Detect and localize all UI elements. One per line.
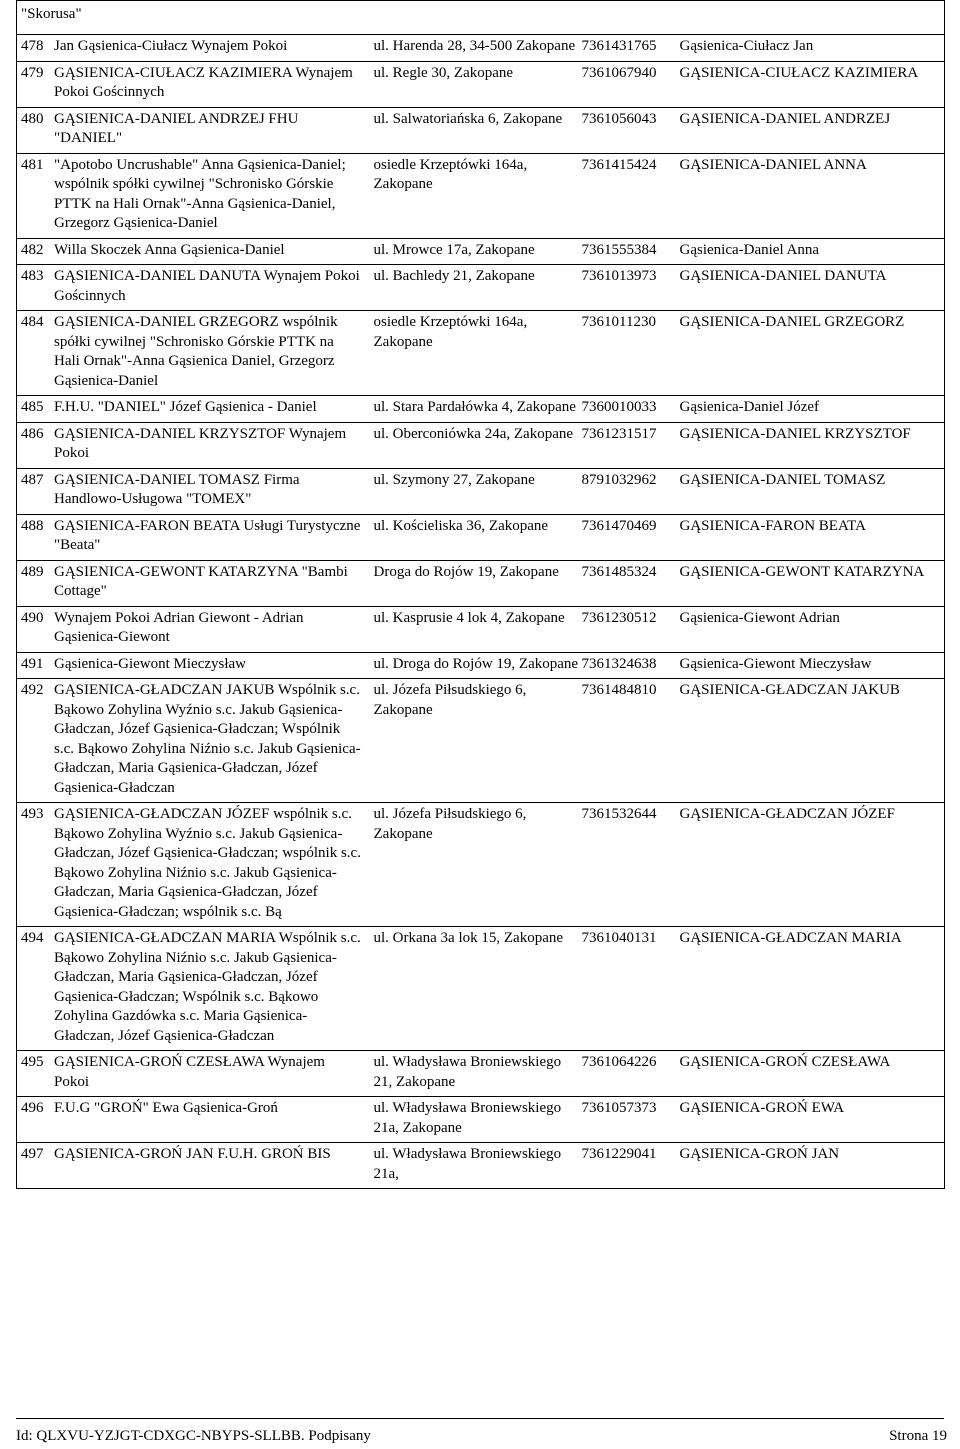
entry-owner: GĄSIENICA-DANIEL KRZYSZTOF: [679, 425, 911, 442]
table-row: [17, 1051, 945, 1097]
entry-regon: 7361485324: [581, 563, 657, 580]
continued-entry-text: "Skorusa": [17, 1, 370, 35]
entry-owner: GĄSIENICA-CIUŁACZ KAZIMIERA: [679, 64, 919, 81]
entry-number: 485: [21, 399, 44, 415]
entry-cell: [17, 153, 370, 238]
table-row: [17, 265, 945, 311]
table-row: [17, 468, 945, 514]
entry-regon: 7361013973: [581, 268, 657, 284]
entry-cell: [17, 396, 370, 423]
entry-name: GĄSIENICA-GŁADCZAN JAKUB Wspólnik s.c. Bąkowo Zohylina Wyźnio s.c. Jakub Gąsienica-Gładczan, Józef Gąsienica-Gładczan; Wspólnik s.c. Bąkowo Zohylina Niźnio s.c. Jakub Gąsienica-Gładczan, Maria Gąsienica-Gładczan, Józef Gąsienica-Gładczan: [54, 682, 361, 796]
entry-regon: 7361555384: [581, 241, 657, 258]
document-id: Id: QLXVU-YZJGT-CDXGC-NBYPS-SLLBB. Podpisany: [16, 1428, 371, 1444]
table-row: [17, 153, 945, 238]
entry-regon: 7361470469: [581, 517, 657, 534]
entry-address: ul. Władysława Broniewskiego 21, Zakopane: [373, 1054, 562, 1090]
entry-owner: Gąsienica-Ciułacz Jan: [679, 38, 814, 54]
entry-details-cell: [370, 1097, 945, 1143]
entry-address: ul. Kościeliska 36, Zakopane: [373, 517, 549, 534]
entry-owner: Gąsienica-Daniel Józef: [679, 399, 820, 415]
entry-number: 480: [21, 110, 44, 127]
entry-name: F.H.U. "DANIEL" Józef Gąsienica - Daniel: [54, 399, 317, 415]
entry-address: Droga do Rojów 19, Zakopane: [373, 563, 559, 580]
entry-number: 488: [21, 517, 44, 534]
entry-details-cell: [370, 468, 945, 514]
entry-name: GĄSIENICA-DANIEL TOMASZ Firma Handlowo-Usługowa "TOMEX": [54, 471, 300, 507]
entry-number: 482: [21, 241, 44, 258]
entry-cell: [17, 606, 370, 652]
table-row: [17, 927, 945, 1051]
entry-details-cell: [370, 238, 945, 265]
entry-details-cell: [370, 153, 945, 238]
entry-owner: Gąsienica-Daniel Anna: [679, 241, 820, 258]
entry-cell: [17, 1051, 370, 1097]
table-row: [17, 652, 945, 679]
table-row: [17, 560, 945, 606]
entry-owner: GĄSIENICA-DANIEL TOMASZ: [679, 471, 886, 488]
entry-name: Jan Gąsienica-Ciułacz Wynajem Pokoi: [54, 38, 288, 54]
entry-cell: [17, 311, 370, 396]
entry-details-cell: [370, 311, 945, 396]
table-row: [17, 514, 945, 560]
entry-owner: GĄSIENICA-DANIEL ANDRZEJ: [679, 110, 891, 127]
entry-regon: 7361532644: [581, 806, 657, 822]
footer-divider: [16, 1418, 944, 1419]
entry-number: 486: [21, 425, 44, 442]
entry-address: ul. Oberconiówka 24a, Zakopane: [373, 425, 574, 442]
entry-address: ul. Szymony 27, Zakopane: [373, 471, 535, 488]
entry-number: 493: [21, 806, 44, 822]
entry-name: GĄSIENICA-GŁADCZAN JÓZEF wspólnik s.c. Bąkowo Zohylina Wyźnio s.c. Jakub Gąsienica-Gładczan, Józef Gąsienica-Gładczan; wspólnik s.c. Bąkowo Zohylina Niźnio s.c. Jakub Gąsienica-Gładczan, Maria Gąsienica-Gładczan, Józef Gąsienica-Gładczan; wspólnik s.c. Bą: [54, 806, 361, 920]
entry-regon: 7361011230: [581, 314, 656, 330]
table-row: [17, 238, 945, 265]
entry-address: ul. Regle 30, Zakopane: [373, 64, 514, 81]
entry-regon: 7361067940: [581, 64, 657, 81]
entry-details-cell: [370, 1051, 945, 1097]
entry-number: 484: [21, 314, 44, 330]
continued-entry-empty: [370, 1, 945, 35]
entry-regon: 7361056043: [581, 110, 657, 127]
entry-cell: [17, 468, 370, 514]
entry-owner: GĄSIENICA-DANIEL ANNA: [679, 156, 867, 173]
entry-cell: [17, 679, 370, 803]
entry-number: 478: [21, 38, 44, 54]
table-row: [17, 396, 945, 423]
entry-owner: GĄSIENICA-GROŃ CZESŁAWA: [679, 1054, 891, 1070]
entry-regon: 7361064226: [581, 1054, 657, 1070]
entry-owner: GĄSIENICA-GROŃ JAN: [679, 1146, 840, 1162]
entry-address: ul. Salwatoriańska 6, Zakopane: [373, 110, 563, 127]
entry-address: osiedle Krzeptówki 164a, Zakopane: [373, 314, 528, 350]
entry-cell: [17, 652, 370, 679]
entry-owner: GĄSIENICA-GEWONT KATARZYNA: [679, 563, 925, 580]
table-row: [17, 1143, 945, 1189]
entry-details-cell: [370, 1143, 945, 1189]
entry-address: ul. Kasprusie 4 lok 4, Zakopane: [373, 609, 565, 626]
table-row: [17, 311, 945, 396]
entry-owner: Gąsienica-Giewont Mieczysław: [679, 655, 872, 672]
entry-cell: [17, 927, 370, 1051]
entry-cell: [17, 35, 370, 62]
entry-regon: 8791032962: [581, 471, 657, 488]
entry-regon: 7361231517: [581, 425, 657, 442]
entry-details-cell: [370, 396, 945, 423]
table-row: [17, 61, 945, 107]
entry-regon: 7360010033: [581, 399, 657, 415]
entry-regon: 7361230512: [581, 609, 657, 626]
entry-cell: [17, 560, 370, 606]
entry-number: 495: [21, 1054, 44, 1070]
entry-address: ul. Orkana 3a lok 15, Zakopane: [373, 930, 564, 946]
entry-name: GĄSIENICA-GROŃ CZESŁAWA Wynajem Pokoi: [54, 1054, 325, 1090]
registry-table-body: [17, 1, 945, 1189]
entry-details-cell: [370, 514, 945, 560]
entry-owner: Gąsienica-Giewont Adrian: [679, 609, 840, 626]
entry-owner: GĄSIENICA-GŁADCZAN MARIA: [679, 930, 902, 946]
entry-details-cell: [370, 606, 945, 652]
entry-regon: 7361324638: [581, 655, 657, 672]
entry-details-cell: [370, 560, 945, 606]
entry-details-cell: [370, 265, 945, 311]
entry-name: GĄSIENICA-DANIEL KRZYSZTOF Wynajem Pokoi: [54, 425, 347, 461]
entry-name: GĄSIENICA-GEWONT KATARZYNA "Bambi Cottage": [54, 563, 348, 599]
entry-number: 481: [21, 156, 44, 173]
entry-address: ul. Mrowce 17a, Zakopane: [373, 241, 535, 258]
entry-number: 487: [21, 471, 44, 488]
entry-name: "Apotobo Uncrushable" Anna Gąsienica-Daniel; wspólnik spółki cywilnej "Schronisko Górskie PTTK na Hali Ornak"-Anna Gąsienica-Daniel, Grzegorz Gąsienica-Daniel: [54, 156, 346, 231]
entry-number: 483: [21, 268, 44, 284]
entry-details-cell: [370, 679, 945, 803]
entry-name: F.U.G "GROŃ" Ewa Gąsienica-Groń: [54, 1100, 278, 1116]
entry-details-cell: [370, 35, 945, 62]
entry-cell: [17, 1143, 370, 1189]
entry-owner: GĄSIENICA-GROŃ EWA: [679, 1100, 845, 1116]
entry-address: ul. Józefa Piłsudskiego 6, Zakopane: [373, 806, 527, 842]
entry-number: 492: [21, 682, 44, 698]
table-row: [17, 1097, 945, 1143]
entry-details-cell: [370, 927, 945, 1051]
entry-cell: [17, 1097, 370, 1143]
entry-regon: 7361229041: [581, 1146, 657, 1162]
entry-number: 490: [21, 609, 44, 626]
entry-name: Gąsienica-Giewont Mieczysław: [54, 655, 247, 672]
entry-address: ul. Stara Pardałówka 4, Zakopane: [373, 399, 576, 415]
entry-details-cell: [370, 61, 945, 107]
entry-number: 494: [21, 930, 44, 946]
table-row: [17, 606, 945, 652]
entry-name: GĄSIENICA-GROŃ JAN F.U.H. GROŃ BIS: [54, 1146, 331, 1162]
entry-regon: 7361431765: [581, 38, 657, 54]
entry-name: GĄSIENICA-FARON BEATA Usługi Turystyczne "Beata": [54, 517, 361, 553]
entry-owner: GĄSIENICA-DANIEL DANUTA: [679, 268, 887, 284]
entry-name: GĄSIENICA-DANIEL DANUTA Wynajem Pokoi Gościnnych: [54, 268, 360, 304]
entry-name: Wynajem Pokoi Adrian Giewont - Adrian Gąsienica-Giewont: [54, 609, 304, 645]
entry-cell: [17, 238, 370, 265]
entry-address: ul. Droga do Rojów 19, Zakopane: [373, 655, 579, 672]
entry-number: 496: [21, 1100, 44, 1116]
entry-cell: [17, 265, 370, 311]
table-row: [17, 422, 945, 468]
entry-address: ul. Józefa Piłsudskiego 6, Zakopane: [373, 682, 527, 718]
entry-owner: GĄSIENICA-GŁADCZAN JÓZEF: [679, 806, 895, 822]
entry-regon: 7361415424: [581, 156, 657, 173]
entry-name: GĄSIENICA-GŁADCZAN MARIA Wspólnik s.c. Bąkowo Zohylina Niźnio s.c. Jakub Gąsienica-Gładczan, Maria Gąsienica-Gładczan, Józef Gąsienica-Gładczan; Wspólnik s.c. Bąkowo Zohylina Gazdówka s.c. Maria Gąsienica-Gładczan, Józef Gąsienica-Gładczan: [54, 930, 361, 1044]
entry-address: ul. Bachledy 21, Zakopane: [373, 268, 535, 284]
entry-details-cell: [370, 803, 945, 927]
entry-cell: [17, 107, 370, 153]
entry-address: ul. Harenda 28, 34-500 Zakopane: [373, 38, 576, 54]
entry-owner: GĄSIENICA-FARON BEATA: [679, 517, 866, 534]
entry-regon: 7361040131: [581, 930, 657, 946]
table-row: [17, 803, 945, 927]
table-row: [17, 35, 945, 62]
entry-number: 497: [21, 1146, 44, 1162]
entry-owner: GĄSIENICA-DANIEL GRZEGORZ: [679, 314, 905, 330]
entry-number: 479: [21, 64, 44, 81]
entry-details-cell: [370, 107, 945, 153]
entry-cell: [17, 422, 370, 468]
entry-details-cell: [370, 422, 945, 468]
entry-address: ul. Władysława Broniewskiego 21a,: [373, 1146, 562, 1182]
entry-name: GĄSIENICA-DANIEL ANDRZEJ FHU "DANIEL": [54, 110, 299, 146]
entry-address: ul. Władysława Broniewskiego 21a, Zakopane: [373, 1100, 562, 1136]
table-row: [17, 679, 945, 803]
entry-name: GĄSIENICA-DANIEL GRZEGORZ wspólnik spółki cywilnej "Schronisko Górskie PTTK na Hali Ornak"-Anna Gąsienica Daniel, Grzegorz Gąsienica-Daniel: [54, 314, 338, 389]
entry-number: 491: [21, 655, 44, 672]
table-row-header: [17, 1, 945, 35]
entry-details-cell: [370, 652, 945, 679]
entry-cell: [17, 514, 370, 560]
entry-name: Willa Skoczek Anna Gąsienica-Daniel: [54, 241, 285, 258]
entry-number: 489: [21, 563, 44, 580]
entry-regon: 7361484810: [581, 682, 657, 698]
registry-table: [16, 0, 945, 1189]
entry-cell: [17, 803, 370, 927]
entry-cell: [17, 61, 370, 107]
entry-regon: 7361057373: [581, 1100, 657, 1116]
table-row: [17, 107, 945, 153]
entry-address: osiedle Krzeptówki 164a, Zakopane: [373, 156, 528, 192]
page-number: Strona 19: [889, 1428, 947, 1444]
entry-owner: GĄSIENICA-GŁADCZAN JAKUB: [679, 682, 900, 698]
entry-name: GĄSIENICA-CIUŁACZ KAZIMIERA Wynajem Pokoi Gościnnych: [54, 64, 353, 100]
